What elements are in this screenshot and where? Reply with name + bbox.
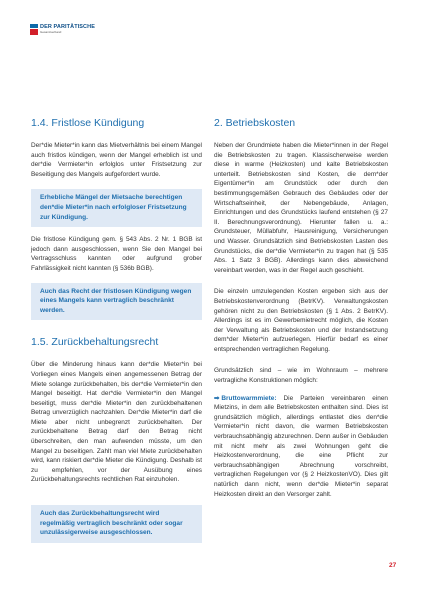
page-number: 27 bbox=[389, 562, 397, 569]
highlight-box: Auch das Zurückbehaltungsrecht wird regelmäßig vertraglich beschränkt oder sogar unzulässigerweise ausgeschlossen. bbox=[31, 505, 202, 543]
left-column bbox=[31, 117, 202, 543]
section-heading-fristlose-kuendigung: 1.4. Fristlose Kündigung bbox=[31, 117, 145, 129]
paragraph: Die einzeln umzulegenden Kosten ergeben sich aus der Betriebskostenverordnung (BetrKV). Verwaltungskosten gehören nicht zu den Betriebskosten (§ 1 Abs. 2 BetrKV). Allerdings ist es im Gewerbemietrecht möglich, die Kosten der Verwaltung als Betriebskosten und der Instandsetzung dem*der Mieter*in aufzuerlegen. Hierfür bedarf es einer entsprechenden vertraglichen Regelung. bbox=[214, 288, 388, 353]
highlight-box: Erhebliche Mängel der Mietsache berechtigen den*die Mieter*in nach erfolgloser Fristsetzung zur Kündigung. bbox=[31, 189, 202, 227]
paragraph: Die fristlose Kündigung gem. § 543 Abs. 2 Nr. 1 BGB ist jedoch dann ausgeschlossen, wenn Sie den Mangel bei Vertragsschluss kannten oder aufgrund grober Fahrlässigkeit nicht kannten (§ 536b BGB). bbox=[31, 236, 202, 272]
arrow-right-icon: ➡ bbox=[214, 394, 220, 402]
bruttowarmmiete-text: Die Parteien vereinbaren einen Mietzins, in dem alle Betriebskosten enthalten sind. Dies ist grundsätzlich möglich, allerdings entlastet dies den*die Vermieter*in nicht davon, die warmen Betriebskosten verbrauchsabhängig abzurechnen. Denn außer in Gebäuden mit nicht mehr als zwei Wohnungen geht die Heizkostenverordnung, die eine Pflicht zur verbrauchsabhängigen Abrechnung vorschreibt, vertraglichen Regelungen vor (§ 2 HeizkostenVO). Dies gilt natürlich dann nicht, wenn der*die Mieter*in separat Heizkosten direkt an den Versorger zahlt. bbox=[214, 394, 388, 498]
logo-mark-icon bbox=[30, 24, 38, 36]
logo-subtitle: Gesamtverband bbox=[40, 30, 62, 34]
paragraph: Über die Minderung hinaus kann der*die Mieter*in bei Vorliegen eines Mangels einen angemessenen Betrag der Miete solange zurückbehalten, bis der*die Vermieter*in den Mangel beseitigt. Hat der*die Vermieter*in den Mangel beseitigt, muss der*die Mieter*in den zurückbehaltenen Betrag unverzüglich nachzahlen. Der*die Mieter*in darf die Miete aber nicht unbegrenzt zurückbehalten. Der zurückbehaltene Betrag darf den Betrag nicht überschreiten, den man aufwenden müsste, um den Mangel zu beseitigen. Zahlt man viel Miete zurückbehalten wird, kann riskiert der*die Mieter die Kündigung. Deshalb ist zu empfehlen, vor der Ausübung eines Zurückbehaltungsrechts rechtlichen Rat einzuholen. bbox=[31, 361, 202, 484]
section-heading-zurueckbehaltungsrecht: 1.5. Zurückbehaltungsrecht bbox=[31, 336, 159, 349]
paragraph: Neben der Grundmiete haben die Mieter*innen in der Regel die Betriebskosten zu tragen. Klassischerweise werden diese in warme (Heizkosten) und kalte Betriebskosten unterteilt. Betriebskosten sind Kosten, die dem*der Eigentümer*in am Grundstück oder durch den bestimmungsgemäßen Gebrauch des Gebäudes oder der Wirtschaftseinheit, der Nebengebäude, Anlagen, Einrichtungen und des Grundstücks laufend entstehen (§ 27 II. Berechnungsverordnung). Hierunter fallen u. a.: Grundsteuer, Müllabfuhr, Hausreinigung, Versicherungen und Wasser. Grundsätzlich sind Betriebskosten Lasten des Grundstücks, die der*die Vermieter*in zu tragen hat (§ 535 Abs. 1 Satz 3 BGB). Allerdings kann dies abweichend vereinbart werden, was in der Regel auch geschieht. bbox=[214, 142, 388, 274]
paragraph: Der*die Mieter*in kann das Mietverhältnis bei einem Mangel auch fristlos kündigen, wenn der Mangel erheblich ist und der*die Vermieter*in erfolglos unter Fristsetzung zur Beseitigung des Mangels aufgefordert wurde. bbox=[31, 142, 202, 178]
bruttowarmmiete-label: Bruttowarmmiete: bbox=[221, 394, 277, 402]
section-heading-betriebskosten: 2. Betriebskosten bbox=[214, 117, 296, 129]
bruttowarmmiete-paragraph bbox=[214, 394, 388, 500]
highlight-box: Auch das Recht der fristlosen Kündigung wegen eines Mangels kann vertraglich beschränkt werden. bbox=[31, 283, 202, 321]
logo bbox=[30, 24, 100, 38]
logo-name: DER PARITÄTISCHE bbox=[40, 24, 95, 30]
paragraph: Grundsätzlich sind – wie im Wohnraum – mehrere vertragliche Konstruktionen möglich: bbox=[214, 367, 388, 385]
right-column bbox=[214, 117, 388, 499]
